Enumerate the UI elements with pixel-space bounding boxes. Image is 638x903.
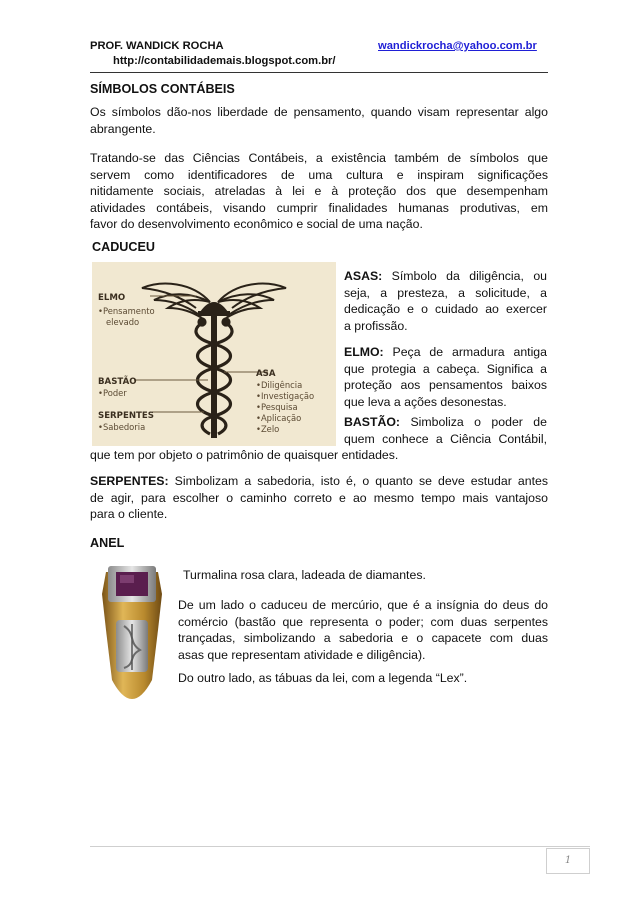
footer-rule bbox=[90, 846, 590, 847]
header-email-link[interactable]: wandickrocha@yahoo.com.br bbox=[378, 40, 537, 52]
svg-text:•Zelo: •Zelo bbox=[256, 424, 280, 434]
anel-heading: ANEL bbox=[90, 536, 125, 550]
svg-text:elevado: elevado bbox=[106, 317, 140, 327]
svg-text:•Sabedoria: •Sabedoria bbox=[98, 422, 146, 432]
svg-text:•Aplicação: •Aplicação bbox=[256, 413, 302, 423]
svg-text:•Diligência: •Diligência bbox=[256, 380, 303, 390]
header-blog-url[interactable]: http://contabilidademais.blogspot.com.br/ bbox=[113, 55, 336, 67]
staff-icon bbox=[211, 316, 217, 438]
header-author: PROF. WANDICK ROCHA bbox=[90, 40, 224, 52]
ring-icon bbox=[92, 560, 172, 720]
anel-paragraph-3: Do outro lado, as tábuas da lei, com a legenda “Lex”. bbox=[178, 671, 468, 685]
svg-text:•Pensamento: •Pensamento bbox=[98, 306, 155, 316]
intro-paragraph-2: Tratando-se das Ciências Contábeis, a existência também de símbolos que servem como identificadores de uma cultura e inspiram significações nitidamente sociais, atreladas à lei e à proteção dos que desempenham atividades contábeis, visando cumprir finalidades humanas produtivas, em favor do desenvolvimento econômico e social de uma nação. bbox=[90, 151, 548, 231]
page-title: SÍMBOLOS CONTÁBEIS bbox=[90, 82, 235, 96]
helmet-icon bbox=[198, 302, 230, 316]
svg-text:•Poder: •Poder bbox=[98, 388, 127, 398]
intro-paragraph-1: Os símbolos dão-nos liberdade de pensamento, quando visam representar algo abrangente. bbox=[90, 105, 548, 136]
anel-paragraph-1: Turmalina rosa clara, ladeada de diamantes. bbox=[183, 568, 426, 582]
header-rule bbox=[90, 72, 548, 73]
asas-description: ASAS: Símbolo da diligência, ou seja, a presteza, a solicitude, a dedicação e o cuidado ao exercer a profissão. bbox=[344, 269, 547, 333]
serpentes-paragraph: SERPENTES: Simbolizam a sabedoria, isto é, o quanto se deve estudar antes de agir, para escolher o caminho correto e ao mesmo tempo mais vantajoso para o cliente. bbox=[90, 474, 548, 521]
caduceus-illustration bbox=[92, 262, 336, 446]
elmo-description: ELMO: Peça de armadura antiga que protegia a cabeça. Significa a proteção aos pensamentos baixos que leva a ações desonestas. bbox=[344, 345, 547, 409]
bastao-description: BASTÃO: Simboliza o poder de quem conhece a Ciência Contábil, bbox=[344, 415, 547, 446]
ring-image bbox=[92, 560, 172, 720]
caduceu-heading: CADUCEU bbox=[92, 240, 155, 254]
label-bastao: BASTÃO bbox=[98, 377, 137, 387]
svg-text:•Pesquisa: •Pesquisa bbox=[256, 402, 298, 412]
svg-text:•Investigação: •Investigação bbox=[256, 391, 315, 401]
label-serpentes: SERPENTES bbox=[98, 411, 154, 421]
anel-paragraph-2: De um lado o caduceu de mercúrio, que é a insígnia do deus do comércio (bastão que representa o poder; com duas serpentes trançadas, simbolizando a sabedoria e o capacete com duas asas que representam atividade e diligência). bbox=[178, 598, 548, 662]
caduceus-figure bbox=[92, 262, 336, 446]
page-number: 1 bbox=[546, 848, 590, 874]
label-asa: ASA bbox=[256, 369, 276, 379]
bastao-continuation: que tem por objeto o patrimônio de quaisquer entidades. bbox=[90, 448, 399, 462]
label-elmo: ELMO bbox=[98, 293, 126, 303]
